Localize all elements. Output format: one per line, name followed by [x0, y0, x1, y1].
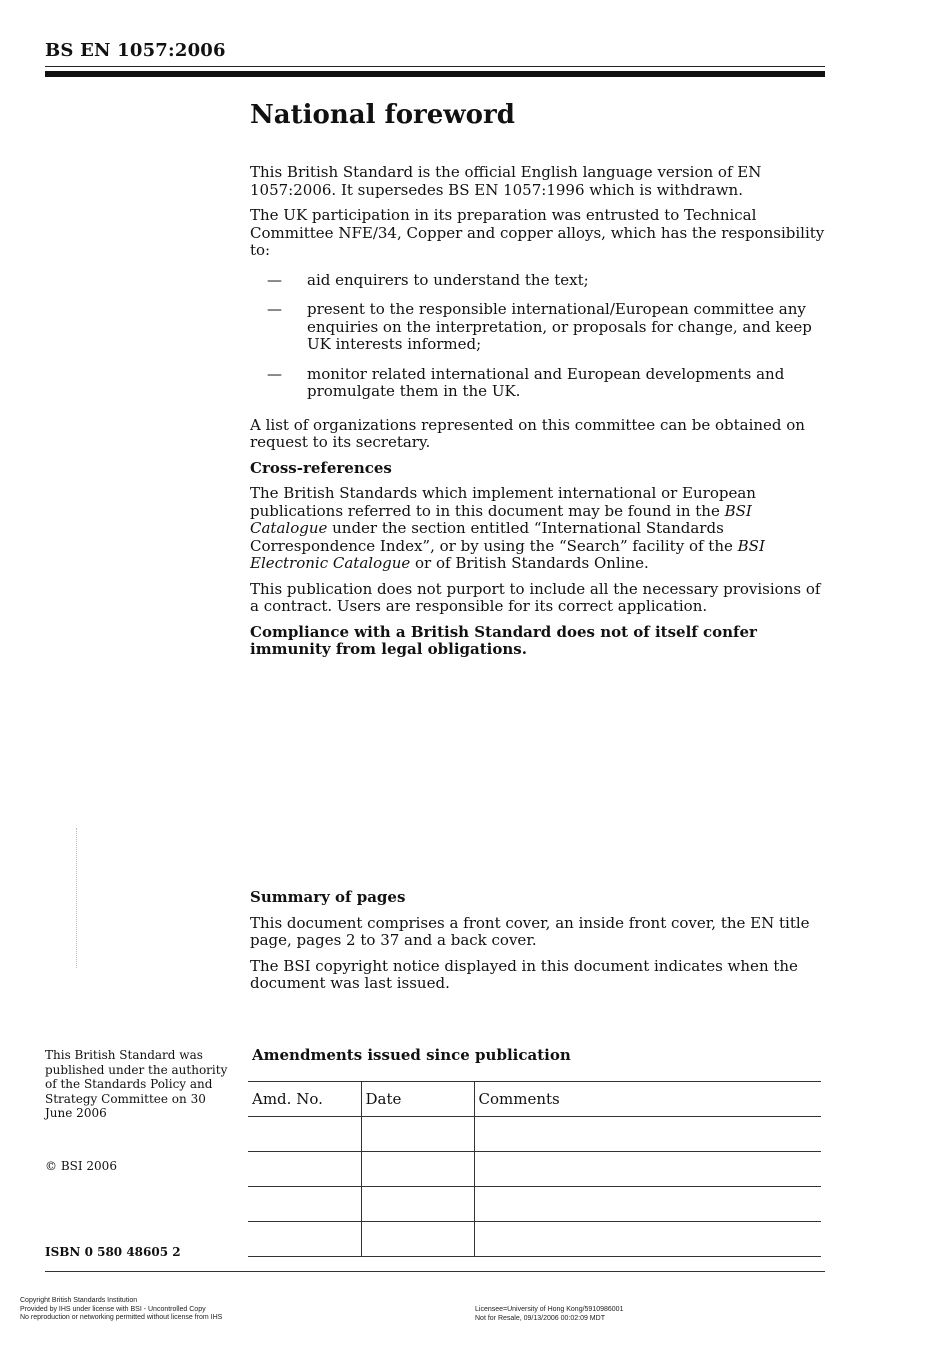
amendments-table: [248, 1081, 821, 1257]
margin-marks: [76, 828, 81, 968]
list-item-text: present to the responsible international/European committee any enquiries on the interpretation, or proposals for change, and keep UK interests informed;: [307, 300, 812, 353]
dash-marker: —: [267, 270, 282, 289]
cross-ref-text-a: The British Standards which implement international or European publications referred to in this document may be found in the: [250, 484, 756, 520]
cross-references-heading: Cross-references: [250, 458, 392, 477]
table-cell: [248, 1222, 361, 1257]
table-cell: [248, 1187, 361, 1222]
summary-section: [250, 889, 825, 1001]
cross-ref-text-c: or of British Standards Online.: [410, 554, 649, 572]
list-item: [250, 272, 825, 290]
organizations-paragraph: A list of organizations represented on this committee can be obtained on request to its secretary.: [250, 415, 805, 451]
table-cell: [361, 1222, 474, 1257]
cross-references-paragraph: [250, 485, 825, 573]
dash-marker: —: [267, 364, 282, 383]
cross-ref-text-b: under the section entitled “International Standards Correspondence Index”, or by using the “Search” facility of the: [250, 519, 738, 555]
table-row: [248, 1152, 821, 1187]
bsi-electronic-catalogue-title: BSI Electronic Catalogue: [250, 536, 765, 572]
amendments-title: Amendments issued since publication: [252, 1046, 571, 1064]
footer-left-line: Copyright British Standards Institution: [20, 1297, 138, 1304]
summary-paragraph-2: The BSI copyright notice displayed in this document indicates when the document was last issued.: [250, 956, 798, 992]
table-cell: [361, 1117, 474, 1152]
table-cell: [474, 1152, 821, 1187]
document-code: BS EN 1057:2006: [45, 40, 226, 61]
table-cell: [248, 1117, 361, 1152]
table-cell: [248, 1152, 361, 1187]
footer-left-line: No reproduction or networking permitted without license from IHS: [20, 1314, 223, 1321]
page-title: National foreword: [250, 100, 515, 130]
header-rule-thin: [45, 66, 825, 67]
footer-left-line: Provided by IHS under license with BSI - Uncontrolled Copy: [20, 1305, 206, 1313]
table-cell: [361, 1152, 474, 1187]
footer-right-line: Licensee=University of Hong Kong/5910986001: [475, 1306, 624, 1313]
list-item: [250, 301, 825, 354]
copyright-notice: © BSI 2006: [45, 1159, 117, 1173]
compliance-statement: Compliance with a British Standard does not of itself confer immunity from legal obligations.: [250, 622, 757, 658]
footer-licensee-block: [475, 1306, 775, 1323]
provisions-paragraph: This publication does not purport to include all the necessary provisions of a contract. Users are responsible for its correct application.: [250, 579, 821, 615]
table-row: [248, 1187, 821, 1222]
footer-rule: [45, 1271, 825, 1272]
column-header-date: Date: [361, 1082, 474, 1117]
table-cell: [474, 1222, 821, 1257]
publication-authority: This British Standard was published under the authority of the Standards Policy and Strategy Committee on 30 June 2006: [45, 1048, 228, 1120]
bsi-catalogue-title: BSI Catalogue: [250, 501, 752, 537]
summary-heading: Summary of pages: [250, 888, 406, 906]
summary-paragraph-1: This document comprises a front cover, an inside front cover, the EN title page, pages 2 to 37 and a back cover.: [250, 913, 810, 949]
table-row: [248, 1117, 821, 1152]
isbn: ISBN 0 580 48605 2: [45, 1245, 181, 1259]
table-cell: [361, 1187, 474, 1222]
footer-right-line: Not for Resale, 09/13/2006 00:02:09 MDT: [475, 1314, 605, 1322]
table-cell: [474, 1117, 821, 1152]
foreword-body: [250, 164, 825, 667]
responsibility-list: [250, 272, 825, 401]
list-item: [250, 366, 825, 401]
table-cell: [474, 1187, 821, 1222]
intro-paragraph-1: This British Standard is the official English language version of EN 1057:2006. It supersedes BS EN 1057:1996 which is withdrawn.: [250, 163, 762, 199]
intro-paragraph-2: The UK participation in its preparation was entrusted to Technical Committee NFE/34, Copper and copper alloys, which has the responsibility to:: [250, 206, 825, 259]
table-header-row: [248, 1082, 821, 1117]
footer-copyright-block: [20, 1297, 320, 1323]
list-item-text: monitor related international and European developments and promulgate them in the UK.: [307, 364, 785, 400]
header-rule-thick: [45, 71, 825, 77]
list-item-text: aid enquirers to understand the text;: [307, 270, 589, 289]
table-row: [248, 1222, 821, 1257]
column-header-comments: Comments: [474, 1082, 821, 1117]
column-header-amd-no: Amd. No.: [248, 1082, 361, 1117]
dash-marker: —: [267, 300, 282, 318]
